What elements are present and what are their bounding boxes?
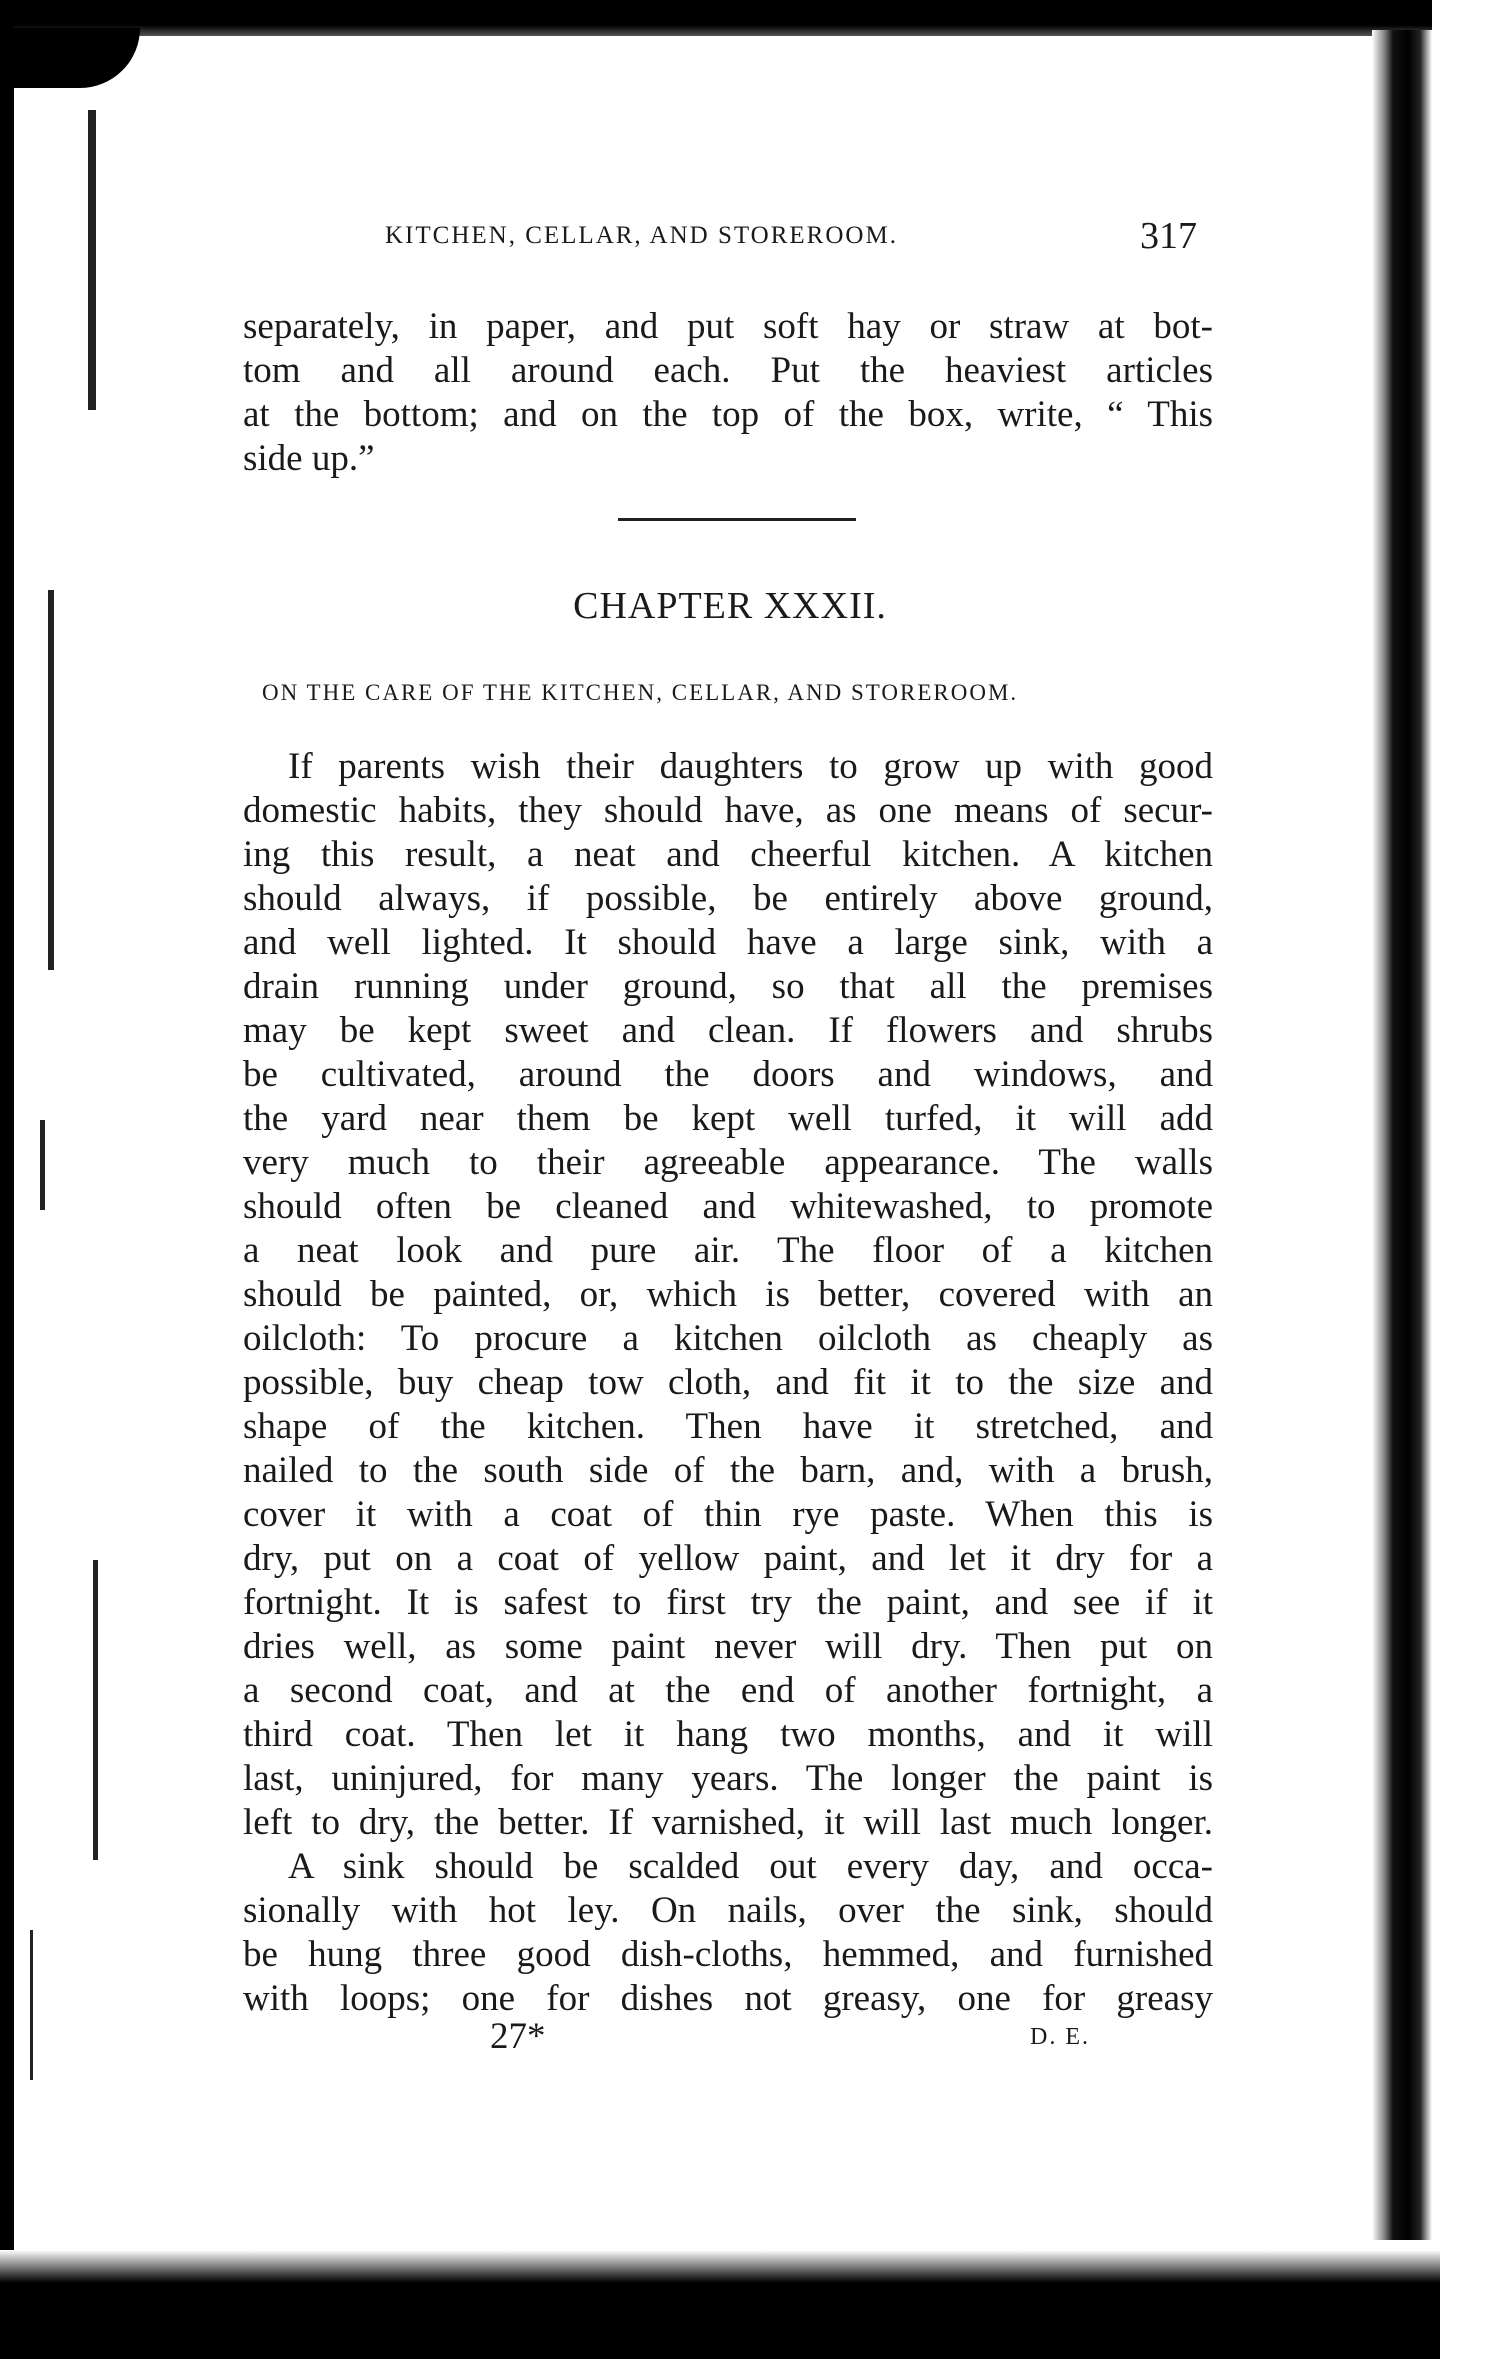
text-line: and well lighted. It should have a large sink, with a [243, 922, 1213, 963]
text-line: oilcloth: To procure a kitchen oilcloth as cheaply as [243, 1318, 1213, 1359]
signature-mark-right: D. E. [1030, 2024, 1090, 2050]
text-line: cover it with a coat of thin rye paste. When this is [243, 1494, 1213, 1535]
intro-paragraph [243, 305, 1213, 481]
text-line: third coat. Then let it hang two months, and it will [243, 1714, 1213, 1755]
text-line: a second coat, and at the end of another fortnight, a [243, 1670, 1213, 1711]
scan-right-margin [1432, 0, 1499, 2359]
text-line: separately, in paper, and put soft hay or straw at bot- [243, 306, 1213, 347]
text-line: fortnight. It is safest to first try the paint, and see if it [243, 1582, 1213, 1623]
text-line: left to dry, the better. If varnished, it will last much longer. [243, 1802, 1213, 1843]
left-margin-mark [88, 110, 96, 410]
text-line: A sink should be scalded out every day, and occa- [288, 1846, 1213, 1887]
page-number: 317 [1140, 215, 1197, 257]
text-line: should always, if possible, be entirely above ground, [243, 878, 1213, 919]
left-margin-mark [40, 1120, 45, 1210]
text-line: be hung three good dish-cloths, hemmed, and furnished [243, 1934, 1213, 1975]
scan-bottom-edge [0, 2250, 1440, 2359]
scan-top-edge [0, 0, 1499, 36]
text-line: dries well, as some paint never will dry. Then put on [243, 1626, 1213, 1667]
scan-top-corner [0, 28, 140, 88]
text-line: domestic habits, they should have, as one means of secur- [243, 790, 1213, 831]
left-margin-mark [48, 590, 54, 970]
section-divider [618, 518, 856, 521]
left-margin-mark [93, 1560, 98, 1860]
text-line: a neat look and pure air. The floor of a kitchen [243, 1230, 1213, 1271]
signature-mark: 27* [490, 2016, 546, 2057]
text-line: sionally with hot ley. On nails, over the sink, should [243, 1890, 1213, 1931]
text-line: the yard near them be kept well turfed, it will add [243, 1098, 1213, 1139]
chapter-title: CHAPTER XXXII. [573, 585, 887, 627]
text-line: drain running under ground, so that all the premises [243, 966, 1213, 1007]
scan-left-edge [0, 0, 14, 2359]
text-line: dry, put on a coat of yellow paint, and let it dry for a [243, 1538, 1213, 1579]
text-line: shape of the kitchen. Then have it stretched, and [243, 1406, 1213, 1447]
chapter-subtitle: ON THE CARE OF THE KITCHEN, CELLAR, AND STOREROOM. [262, 680, 1019, 705]
text-line: at the bottom; and on the top of the box, write, “ This [243, 394, 1213, 435]
left-margin-mark [30, 1930, 33, 2080]
text-line: should be painted, or, which is better, covered with an [243, 1274, 1213, 1315]
text-line: If parents wish their daughters to grow up with good [288, 746, 1213, 787]
running-head: KITCHEN, CELLAR, AND STOREROOM. [385, 222, 898, 249]
chapter-body [243, 745, 1213, 2021]
text-line: possible, buy cheap tow cloth, and fit it to the size and [243, 1362, 1213, 1403]
text-line: ing this result, a neat and cheerful kitchen. A kitchen [243, 834, 1213, 875]
text-line: nailed to the south side of the barn, and, with a brush, [243, 1450, 1213, 1491]
book-spine-shadow [1372, 30, 1432, 2240]
text-line: very much to their agreeable appearance. The walls [243, 1142, 1213, 1183]
text-line: side up.” [243, 438, 375, 479]
text-line: should often be cleaned and whitewashed, to promote [243, 1186, 1213, 1227]
text-line: be cultivated, around the doors and windows, and [243, 1054, 1213, 1095]
text-line: with loops; one for dishes not greasy, one for greasy [243, 1978, 1213, 2019]
text-line: tom and all around each. Put the heaviest articles [243, 350, 1213, 391]
text-line: last, uninjured, for many years. The longer the paint is [243, 1758, 1213, 1799]
text-line: may be kept sweet and clean. If flowers and shrubs [243, 1010, 1213, 1051]
